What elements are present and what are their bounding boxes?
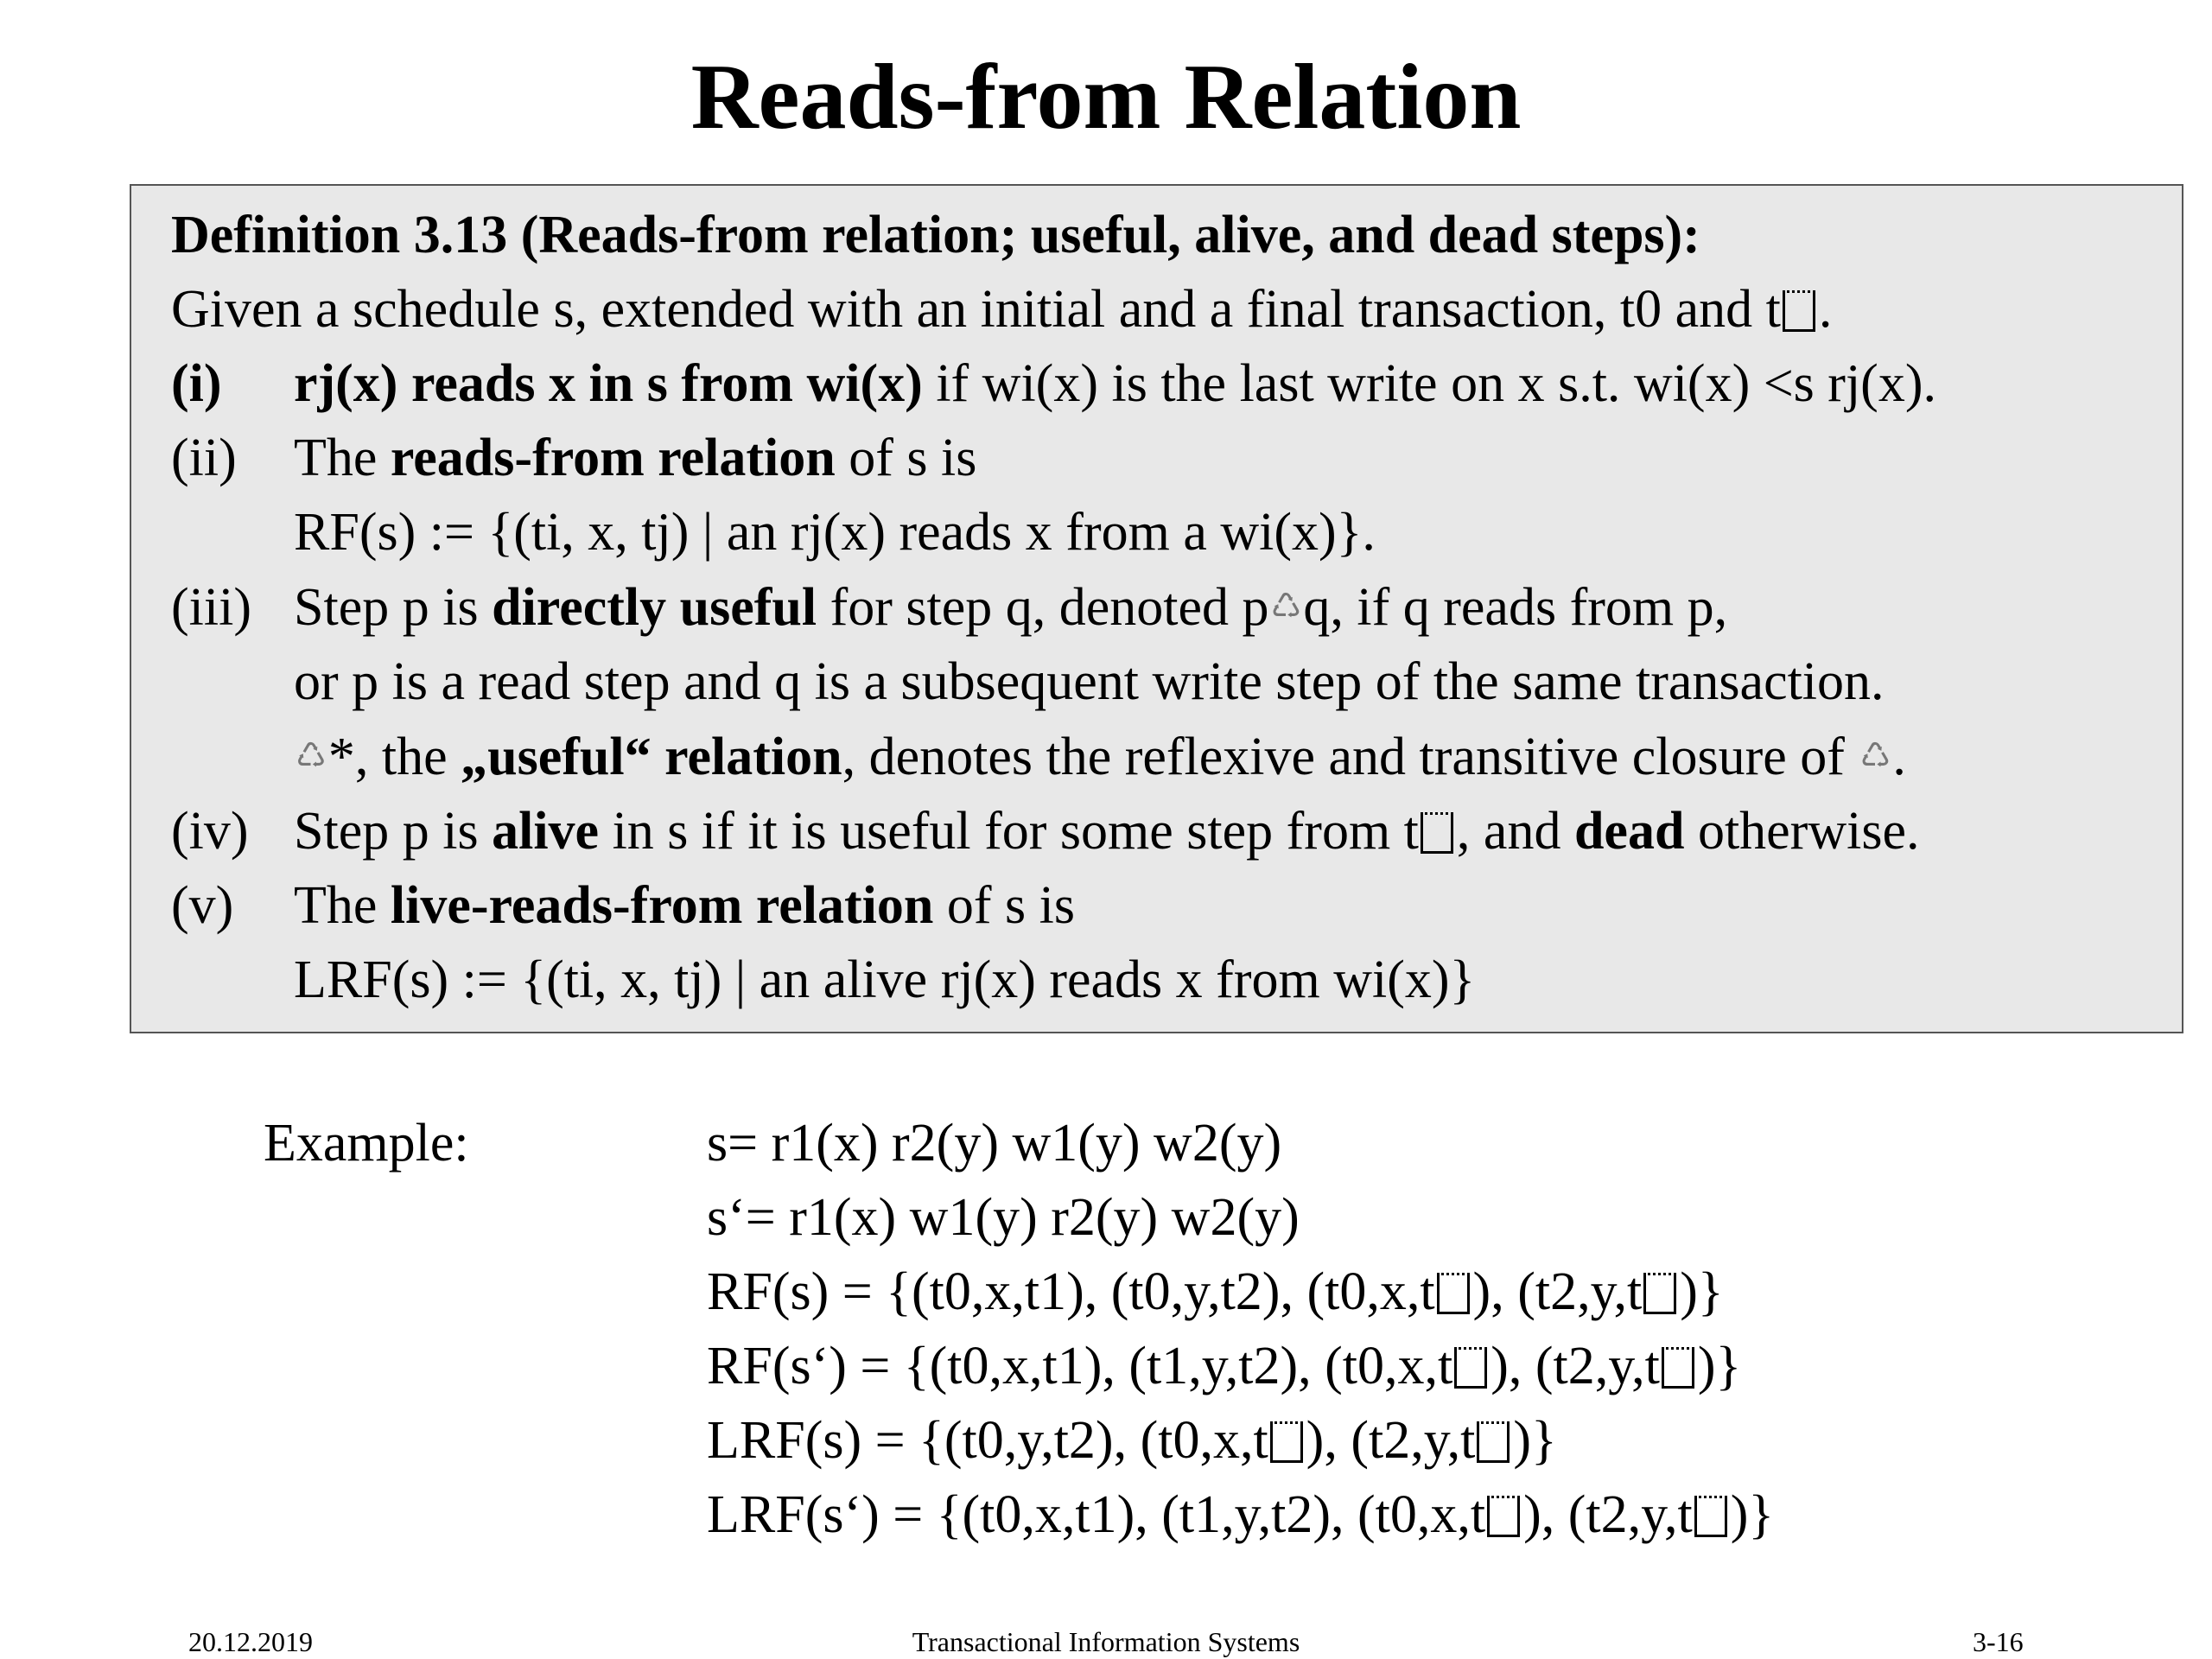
definition-heading: Definition 3.13 (Reads-from relation; useful, alive, and dead steps): [171, 206, 1700, 264]
missing-glyph-box-icon [1454, 1347, 1487, 1389]
example-rf-s-prime: RF(s‘) = {(t0,x,t1), (t1,y,t2), (t0,x,t ), (t2,y,t )} [707, 1337, 1742, 1395]
example-schedule-s: s= r1(x) r2(y) w1(y) w2(y) [707, 1114, 1282, 1173]
missing-glyph-box-icon [1643, 1273, 1676, 1314]
item-i: (i) rj(x) reads x in s from wi(x) if wi(x) is the last write on x s.t. wi(x) <s rj(x). [171, 354, 1936, 413]
definition-intro: Given a schedule s, extended with an initial and a final transaction, t0 and t . [171, 280, 1833, 339]
definition-box [130, 184, 2183, 1033]
example-lines [707, 1106, 1774, 1552]
slide-title: Reads-from Relation [690, 46, 1522, 149]
footer-course: Transactional Information Systems [912, 1626, 1300, 1657]
missing-glyph-box-icon [1783, 290, 1815, 332]
item-iii: (iii) Step p is directly useful for step q, denoted p♺q, if q reads from p, [171, 569, 2182, 645]
useful-relation-symbol-icon: ♺ [296, 736, 327, 776]
missing-glyph-box-icon [1421, 812, 1453, 854]
example-label: Example: [264, 1114, 469, 1173]
item-iii-line2: or p is a read step and q is a subsequent write step of the same transaction. [294, 652, 1885, 711]
missing-glyph-box-icon [1662, 1347, 1694, 1389]
item-v-formula: LRF(s) := {(ti, x, tj) | an alive rj(x) reads x from wi(x)} [294, 950, 1476, 1009]
example-lrf-s-prime: LRF(s‘) = {(t0,x,t1), (t1,y,t2), (t0,x,t ), (t2,y,t )} [707, 1485, 1775, 1544]
example-schedule-s-prime: s‘= r1(x) w1(y) r2(y) w2(y) [707, 1188, 1300, 1247]
item-ii: (ii) The reads-from relation of s is [171, 429, 977, 487]
item-ii-formula: RF(s) := {(ti, x, tj) | an rj(x) reads x from a wi(x)}. [294, 503, 1376, 562]
useful-relation-symbol-icon: ♺ [1859, 736, 1891, 776]
item-iv: (iv) Step p is alive in s if it is useful for some step from t , and dead otherwise. [171, 802, 1920, 861]
item-iii-line3: ♺*, the „useful“ relation, denotes the reflexive and transitive closure of ♺. [171, 719, 2182, 794]
example-rf-s: RF(s) = {(t0,x,t1), (t0,y,t2), (t0,x,t ), (t2,y,t )} [707, 1262, 1724, 1321]
missing-glyph-box-icon [1487, 1496, 1520, 1537]
missing-glyph-box-icon [1437, 1273, 1470, 1314]
missing-glyph-box-icon [1694, 1496, 1727, 1537]
footer-date: 20.12.2019 [188, 1626, 313, 1657]
missing-glyph-box-icon [1270, 1421, 1303, 1463]
missing-glyph-box-icon [1477, 1421, 1510, 1463]
example-lrf-s: LRF(s) = {(t0,y,t2), (t0,x,t ), (t2,y,t )} [707, 1411, 1557, 1470]
useful-relation-symbol-icon: ♺ [1270, 587, 1302, 626]
item-v: (v) The live-reads-from relation of s is [171, 876, 1076, 935]
footer-page-number: 3-16 [1973, 1626, 2024, 1657]
